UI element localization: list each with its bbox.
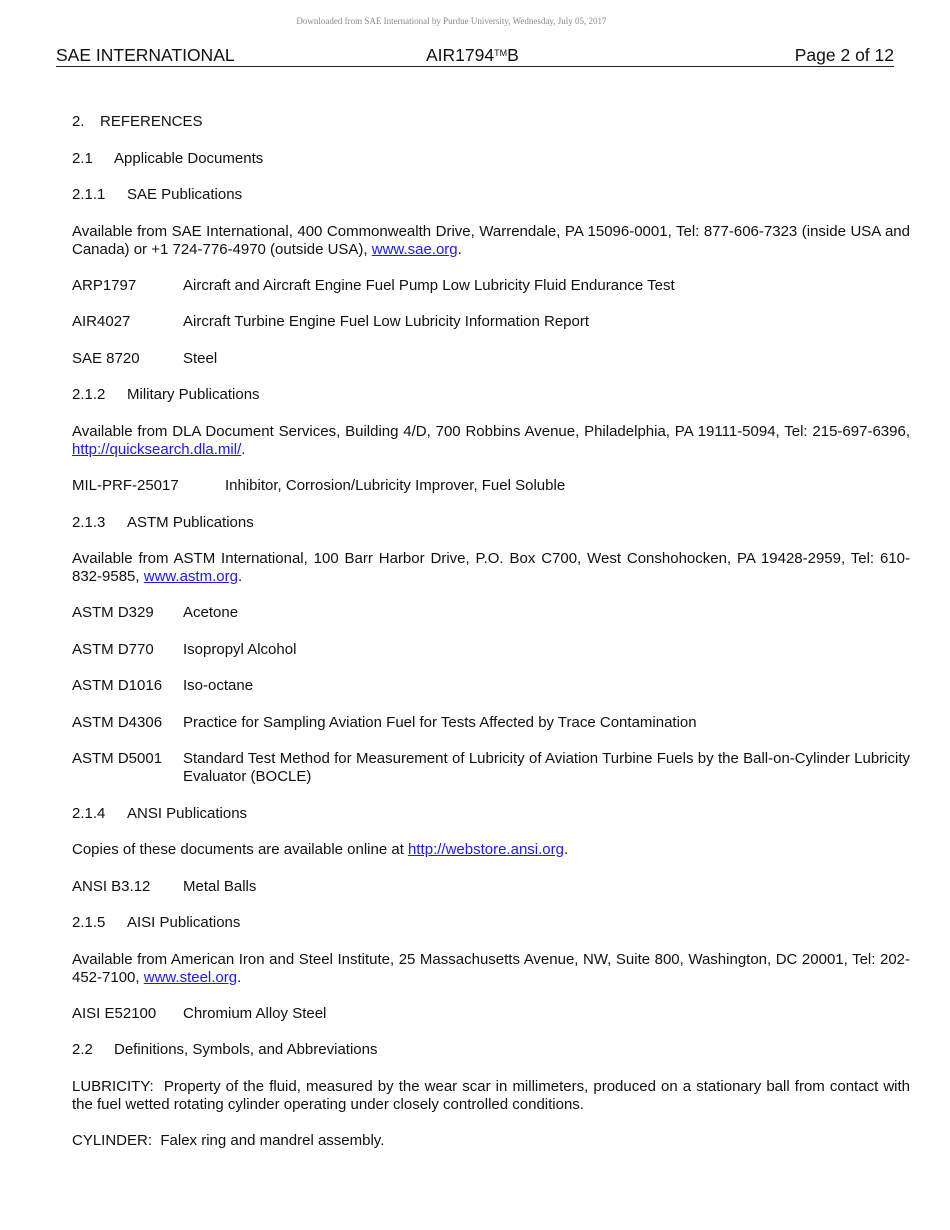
- definition-lubricity: LUBRICITY: Property of the fluid, measured by the wear scar in millimeters, produced on a stationary ball from contact with the fuel wetted rotating cylinder operating under closely controlled conditions.: [72, 1078, 910, 1113]
- section-heading-references: 2. REFERENCES: [72, 113, 203, 130]
- section-heading-definitions: 2.2 Definitions, Symbols, and Abbreviations: [72, 1041, 378, 1058]
- section-heading-military-publications: 2.1.2 Military Publications: [72, 386, 260, 403]
- header-org: SAE INTERNATIONAL: [56, 45, 235, 65]
- sae-availability-text: Available from SAE International, 400 Commonwealth Drive, Warrendale, PA 15096-0001, Tel: 877-606-7323 (inside USA and Canada) or +1 724-776-4970 (outside USA), www.sae.org.: [72, 223, 910, 258]
- section-heading-aisi-publications: 2.1.5 AISI Publications: [72, 914, 241, 931]
- download-watermark: Downloaded from SAE International by Purdue University, Wednesday, July 05, 2017: [296, 16, 607, 26]
- section-heading-astm-publications: 2.1.3 ASTM Publications: [72, 514, 254, 531]
- trademark-mark: TM: [494, 48, 508, 58]
- page-header: [56, 44, 894, 67]
- aisi-link[interactable]: www.steel.org: [143, 969, 238, 986]
- section-heading-ansi-publications: 2.1.4 ANSI Publications: [72, 805, 248, 822]
- astm-link[interactable]: www.astm.org: [143, 568, 238, 585]
- ansi-link[interactable]: http://webstore.ansi.org: [408, 841, 564, 858]
- astm-availability-text: Available from ASTM International, 100 Barr Harbor Drive, P.O. Box C700, West Conshohocken, PA 19428-2959, Tel: 610-832-9585, www.astm.org.: [72, 550, 910, 585]
- header-doc-id: AIR1794™B: [426, 45, 519, 65]
- ansi-availability-text: Copies of these documents are available online at http://webstore.ansi.org.: [72, 841, 569, 858]
- header-page-number: Page 2 of 12: [794, 45, 894, 65]
- aisi-availability-text: Available from American Iron and Steel Institute, 25 Massachusetts Avenue, NW, Suite 800, Washington, DC 20001, Tel: 202-452-7100, www.steel.org.: [72, 951, 910, 986]
- dla-link[interactable]: http://quicksearch.dla.mil/: [72, 441, 242, 458]
- section-heading-sae-publications: 2.1.1 SAE Publications: [72, 186, 243, 203]
- definition-cylinder: CYLINDER: Falex ring and mandrel assembly.: [72, 1132, 385, 1149]
- sae-link[interactable]: www.sae.org: [371, 241, 458, 258]
- section-heading-applicable-documents: 2.1 Applicable Documents: [72, 150, 264, 167]
- dla-availability-text: Available from DLA Document Services, Building 4/D, 700 Robbins Avenue, Philadelphia, PA 19111-5094, Tel: 215-697-6396, http://quicksearch.dla.mil/.: [72, 423, 910, 458]
